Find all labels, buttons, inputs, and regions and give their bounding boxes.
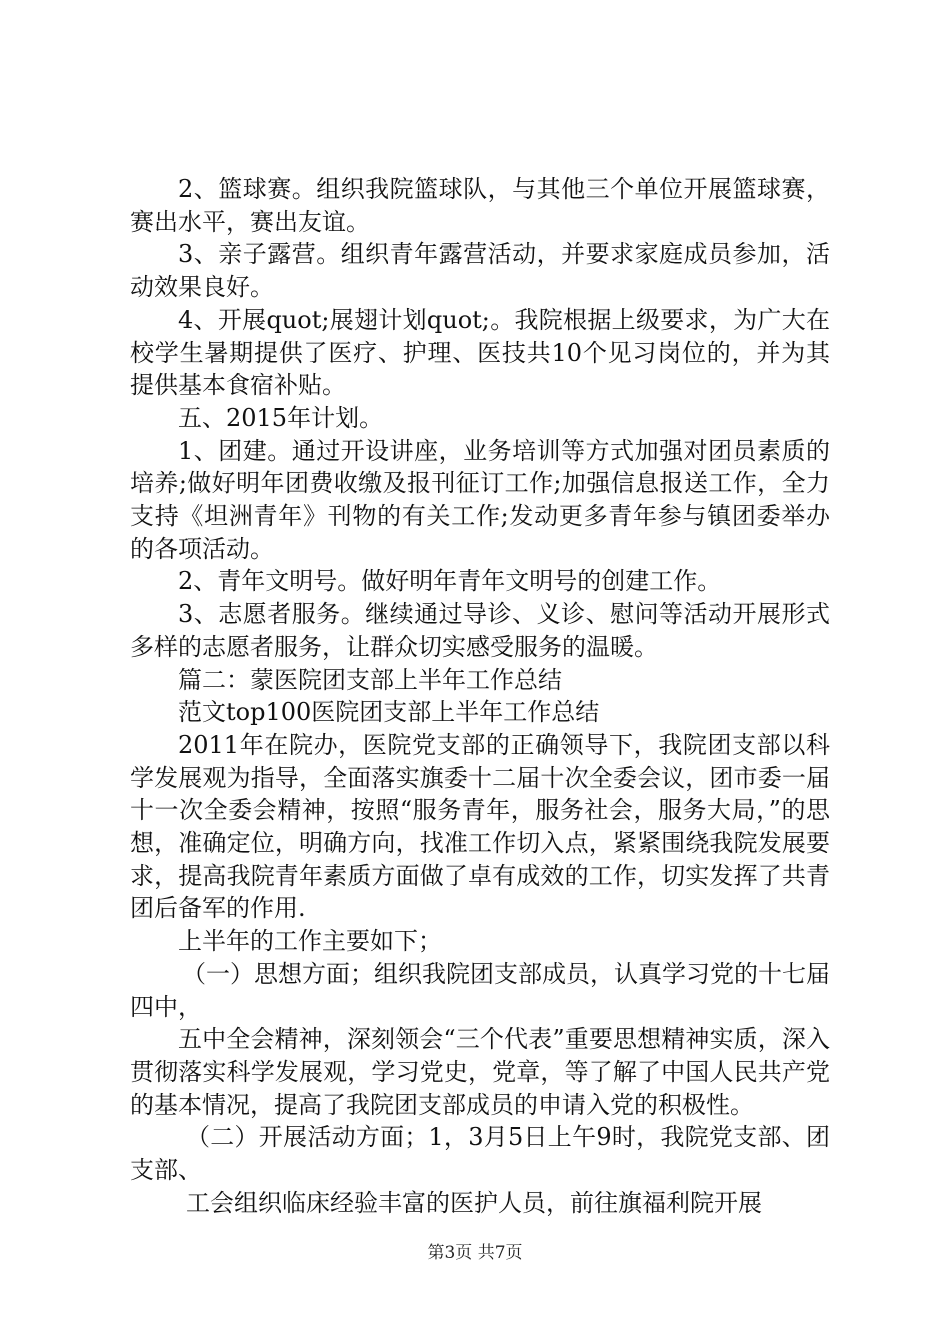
heading-article-two: 篇二：蒙医院团支部上半年工作总结 xyxy=(178,665,562,694)
heading-sample-title: 范文top100医院团支部上半年工作总结 xyxy=(178,698,600,727)
document-body xyxy=(130,173,830,1220)
paragraph-basketball: 2、篮球赛。组织我院篮球队，与其他三个单位开展篮球赛，赛出水平，赛出友谊。 xyxy=(130,175,830,236)
paragraph-family-camping: 3、亲子露营。组织青年露营活动，并要求家庭成员参加，活动效果良好。 xyxy=(130,240,830,302)
paragraph-ideology: （一）思想方面；组织我院团支部成员，认真学习党的十七届四中， xyxy=(130,959,830,1021)
paragraph-union-visit: 工会组织临床经验丰富的医护人员，前往旗福利院开展 xyxy=(186,1188,762,1217)
paragraph-work-intro: 上半年的工作主要如下； xyxy=(178,927,442,956)
paragraph-volunteer-service: 3、志愿者服务。继续通过导诊、义诊、慰问等活动开展形式多样的志愿者服务，让群众切实感受服务的温暖。 xyxy=(130,600,830,661)
paragraph-activities: （二）开展活动方面；1，3月5日上午9时，我院党支部、团支部、 xyxy=(130,1123,830,1185)
paragraph-wings-plan: 4、开展quot;展翅计划quot;。我院根据上级要求，为广大在校学生暑期提供了医疗、护理、医技共10个见习岗位的，并为其提供基本食宿补贴。 xyxy=(130,305,830,400)
heading-2015-plan: 五、2015年计划。 xyxy=(178,403,384,432)
paragraph-league-building: 1、团建。通过开设讲座，业务培训等方式加强对团员素质的培养;做好明年团费收缴及报刊征订工作;加强信息报送工作，全力支持《坦洲青年》刊物的有关工作;发动更多青年参与镇团委举办的各项活动。 xyxy=(130,436,830,563)
paragraph-fifth-plenary: 五中全会精神，深刻领会“三个代表”重要思想精神实质，深入贯彻落实科学发展观，学习党史，党章，等了解了中国人民共产党的基本情况，提高了我院团支部成员的申请入党的积极性。 xyxy=(130,1025,830,1119)
page-number-footer: 第3页 共7页 xyxy=(427,1243,523,1263)
paragraph-youth-civilization: 2、青年文明号。做好明年青年文明号的创建工作。 xyxy=(178,567,722,596)
paragraph-2011-summary: 2011年在院办，医院党支部的正确领导下，我院团支部以科学发展观为指导，全面落实旗委十二届十次全委会议，团市委一届十一次全委会精神，按照“服务青年，服务社会，服务大局，”的思想，准确定位，明确方向，找准工作切入点，紧紧围绕我院发展要求，提高我院青年素质方面做了卓有成效的工作，切实发挥了共青团后备军的作用. xyxy=(130,730,830,923)
